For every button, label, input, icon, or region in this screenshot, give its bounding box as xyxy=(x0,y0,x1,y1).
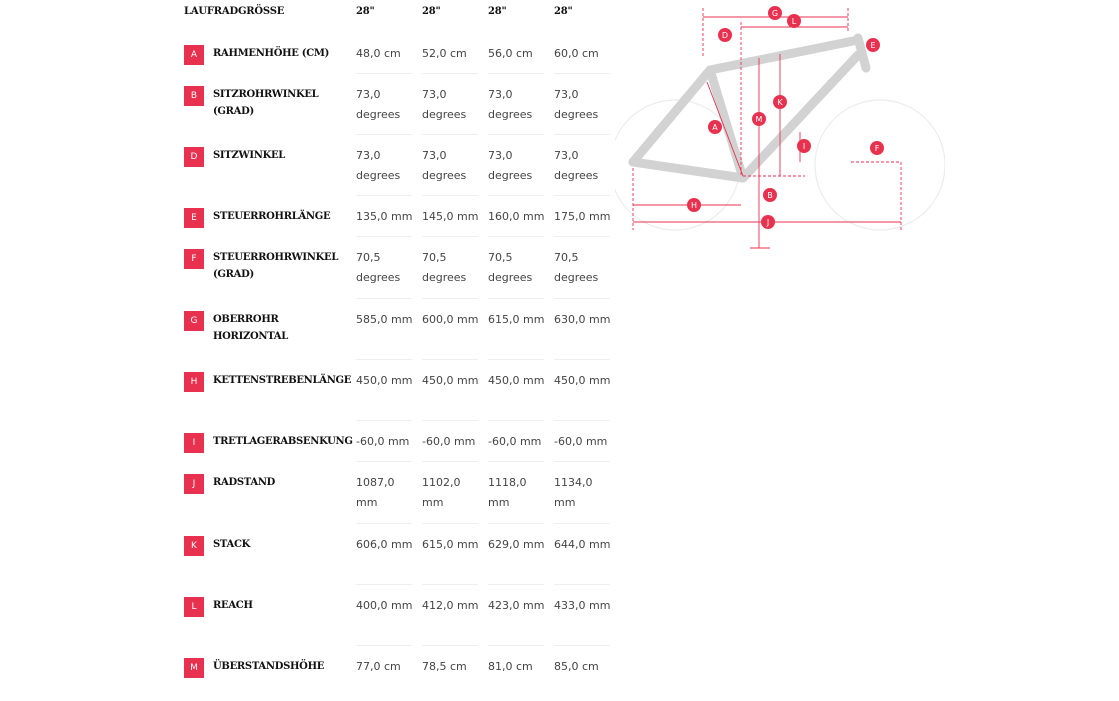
row-letter-badge: L xyxy=(184,597,204,617)
front-wheel xyxy=(815,100,945,230)
row-label: STEUERROHRWINKEL (GRAD) xyxy=(213,252,339,280)
marker-m-label: M xyxy=(755,115,763,124)
cell-separator xyxy=(554,523,610,524)
cell-separator xyxy=(488,420,544,421)
row-label: ÜBERSTANDSHÖHE xyxy=(213,661,325,672)
row-value-size-2: 629,0 mm xyxy=(488,538,545,551)
row-letter-badge: D xyxy=(184,147,204,167)
row-value-size-0: 585,0 mm xyxy=(356,313,413,326)
table-row xyxy=(184,85,614,129)
marker-e-label: E xyxy=(870,41,876,50)
row-value-size-0: 450,0 mm xyxy=(356,374,413,387)
table-row xyxy=(184,146,614,190)
row-label: SITZWINKEL xyxy=(213,150,286,161)
row-letter-badge: E xyxy=(184,208,204,228)
size-header-label: LAUFRADGRÖSSE xyxy=(184,6,285,17)
row-letter-badge: M xyxy=(184,658,204,678)
cell-separator xyxy=(422,645,478,646)
row-value-size-2: 423,0 mm xyxy=(488,599,545,612)
cell-separator xyxy=(554,134,610,135)
marker-j-label: J xyxy=(766,218,770,227)
row-value-size-0: 1087,0 mm xyxy=(356,476,395,509)
row-letter-badge: B xyxy=(184,86,204,106)
cell-separator xyxy=(554,461,610,462)
cell-separator xyxy=(488,73,544,74)
row-value-size-3: 644,0 mm xyxy=(554,538,611,551)
row-letter-badge: K xyxy=(184,536,204,556)
cell-separator xyxy=(554,584,610,585)
row-value-size-3: 1134,0 mm xyxy=(554,476,593,509)
size-header-0: 28" xyxy=(356,6,375,17)
cell-separator xyxy=(356,420,412,421)
bike-frame xyxy=(633,38,866,178)
row-value-size-2: 70,5 degrees xyxy=(488,251,533,284)
row-value-size-1: 615,0 mm xyxy=(422,538,479,551)
row-value-size-3: 450,0 mm xyxy=(554,374,611,387)
marker-d-label: D xyxy=(721,31,729,40)
row-value-size-0: 70,5 degrees xyxy=(356,251,401,284)
row-value-size-0: 400,0 mm xyxy=(356,599,413,612)
cell-separator xyxy=(554,359,610,360)
cell-separator xyxy=(488,359,544,360)
table-header-row xyxy=(184,6,614,26)
marker-a-label: A xyxy=(712,123,718,132)
table-row xyxy=(184,207,614,251)
row-value-size-3: 85,0 cm xyxy=(554,660,599,673)
cell-separator xyxy=(554,73,610,74)
bike-diagram-svg xyxy=(615,0,945,250)
row-value-size-2: 73,0 degrees xyxy=(488,149,533,182)
cell-separator xyxy=(488,134,544,135)
row-value-size-0: 73,0 degrees xyxy=(356,149,401,182)
table-row xyxy=(184,657,614,701)
cell-separator xyxy=(554,236,610,237)
cell-separator xyxy=(488,461,544,462)
cell-separator xyxy=(488,298,544,299)
row-value-size-2: 450,0 mm xyxy=(488,374,545,387)
marker-h-label: H xyxy=(690,201,698,210)
row-label: TRETLAGERABSENKUNG xyxy=(213,436,353,447)
row-value-size-3: 73,0 degrees xyxy=(554,149,599,182)
row-value-size-1: 412,0 mm xyxy=(422,599,479,612)
row-value-size-3: 60,0 cm xyxy=(554,47,599,60)
row-value-size-0: 77,0 cm xyxy=(356,660,401,673)
table-row xyxy=(184,310,614,354)
table-row xyxy=(184,44,614,88)
row-value-size-1: 450,0 mm xyxy=(422,374,479,387)
size-header-1: 28" xyxy=(422,6,441,17)
chain-stay xyxy=(633,162,743,178)
row-value-size-2: 160,0 mm xyxy=(488,210,545,223)
cell-separator xyxy=(554,195,610,196)
row-letter-badge: F xyxy=(184,249,204,269)
row-value-size-0: 135,0 mm xyxy=(356,210,413,223)
marker-b-label: B xyxy=(767,191,773,200)
marker-k-label: K xyxy=(777,98,783,107)
table-row xyxy=(184,473,614,517)
cell-separator xyxy=(422,523,478,524)
cell-separator xyxy=(356,195,412,196)
cell-separator xyxy=(356,73,412,74)
cell-separator xyxy=(422,461,478,462)
table-row xyxy=(184,432,614,476)
row-letter-badge: G xyxy=(184,311,204,331)
row-label: STEUERROHRLÄNGE xyxy=(213,211,331,222)
row-value-size-2: -60,0 mm xyxy=(488,435,542,448)
cell-separator xyxy=(488,195,544,196)
cell-separator xyxy=(488,236,544,237)
cell-separator xyxy=(356,298,412,299)
row-value-size-1: 52,0 cm xyxy=(422,47,467,60)
cell-separator xyxy=(422,195,478,196)
row-value-size-0: -60,0 mm xyxy=(356,435,410,448)
row-value-size-3: 433,0 mm xyxy=(554,599,611,612)
row-value-size-3: 175,0 mm xyxy=(554,210,611,223)
table-row xyxy=(184,596,614,640)
row-value-size-2: 73,0 degrees xyxy=(488,88,533,121)
row-value-size-1: -60,0 mm xyxy=(422,435,476,448)
cell-separator xyxy=(422,359,478,360)
row-value-size-1: 78,5 cm xyxy=(422,660,467,673)
row-letter-badge: A xyxy=(184,45,204,65)
row-letter-badge: I xyxy=(184,433,204,453)
cell-separator xyxy=(356,236,412,237)
marker-g-label: G xyxy=(771,9,779,18)
row-label: RAHMENHÖHE (CM) xyxy=(213,48,330,59)
cell-separator xyxy=(356,584,412,585)
row-value-size-2: 615,0 mm xyxy=(488,313,545,326)
table-row xyxy=(184,535,614,579)
cell-separator xyxy=(422,298,478,299)
table-row xyxy=(184,248,614,292)
row-value-size-3: 73,0 degrees xyxy=(554,88,599,121)
row-value-size-1: 145,0 mm xyxy=(422,210,479,223)
row-value-size-3: 70,5 degrees xyxy=(554,251,599,284)
cell-separator xyxy=(356,359,412,360)
row-label: RADSTAND xyxy=(213,477,276,488)
row-value-size-2: 1118,0 mm xyxy=(488,476,527,509)
marker-l-label: L xyxy=(791,17,797,26)
row-value-size-0: 48,0 cm xyxy=(356,47,401,60)
table-row xyxy=(184,371,614,415)
head-tube xyxy=(858,38,866,68)
cell-separator xyxy=(488,523,544,524)
cell-separator xyxy=(488,645,544,646)
row-value-size-1: 1102,0 mm xyxy=(422,476,461,509)
cell-separator xyxy=(554,420,610,421)
row-label: STACK xyxy=(213,539,251,550)
cell-separator xyxy=(356,461,412,462)
row-value-size-2: 81,0 cm xyxy=(488,660,533,673)
cell-separator xyxy=(554,645,610,646)
marker-f-label: F xyxy=(874,144,880,153)
marker-i-label: I xyxy=(802,142,806,151)
cell-separator xyxy=(488,584,544,585)
row-value-size-1: 600,0 mm xyxy=(422,313,479,326)
cell-separator xyxy=(422,584,478,585)
size-header-3: 28" xyxy=(554,6,573,17)
cell-separator xyxy=(422,420,478,421)
row-letter-badge: J xyxy=(184,474,204,494)
row-label: SITZROHRWINKEL (GRAD) xyxy=(213,89,319,117)
bike-geometry-diagram xyxy=(615,0,945,250)
row-value-size-1: 70,5 degrees xyxy=(422,251,467,284)
cell-separator xyxy=(422,236,478,237)
cell-separator xyxy=(356,645,412,646)
row-value-size-1: 73,0 degrees xyxy=(422,149,467,182)
cell-separator xyxy=(356,523,412,524)
cell-separator xyxy=(356,134,412,135)
top-tube xyxy=(710,40,858,70)
cell-separator xyxy=(554,298,610,299)
cell-separator xyxy=(422,134,478,135)
row-label: KETTENSTREBENLÄNGE xyxy=(213,375,352,386)
row-value-size-3: 630,0 mm xyxy=(554,313,611,326)
row-value-size-1: 73,0 degrees xyxy=(422,88,467,121)
row-label: REACH xyxy=(213,600,253,611)
row-value-size-0: 606,0 mm xyxy=(356,538,413,551)
row-value-size-0: 73,0 degrees xyxy=(356,88,401,121)
row-letter-badge: H xyxy=(184,372,204,392)
row-label: OBERROHR HORIZONTAL xyxy=(213,314,288,342)
cell-separator xyxy=(422,73,478,74)
row-value-size-2: 56,0 cm xyxy=(488,47,533,60)
size-header-2: 28" xyxy=(488,6,507,17)
seat-stay xyxy=(633,70,710,162)
row-value-size-3: -60,0 mm xyxy=(554,435,608,448)
